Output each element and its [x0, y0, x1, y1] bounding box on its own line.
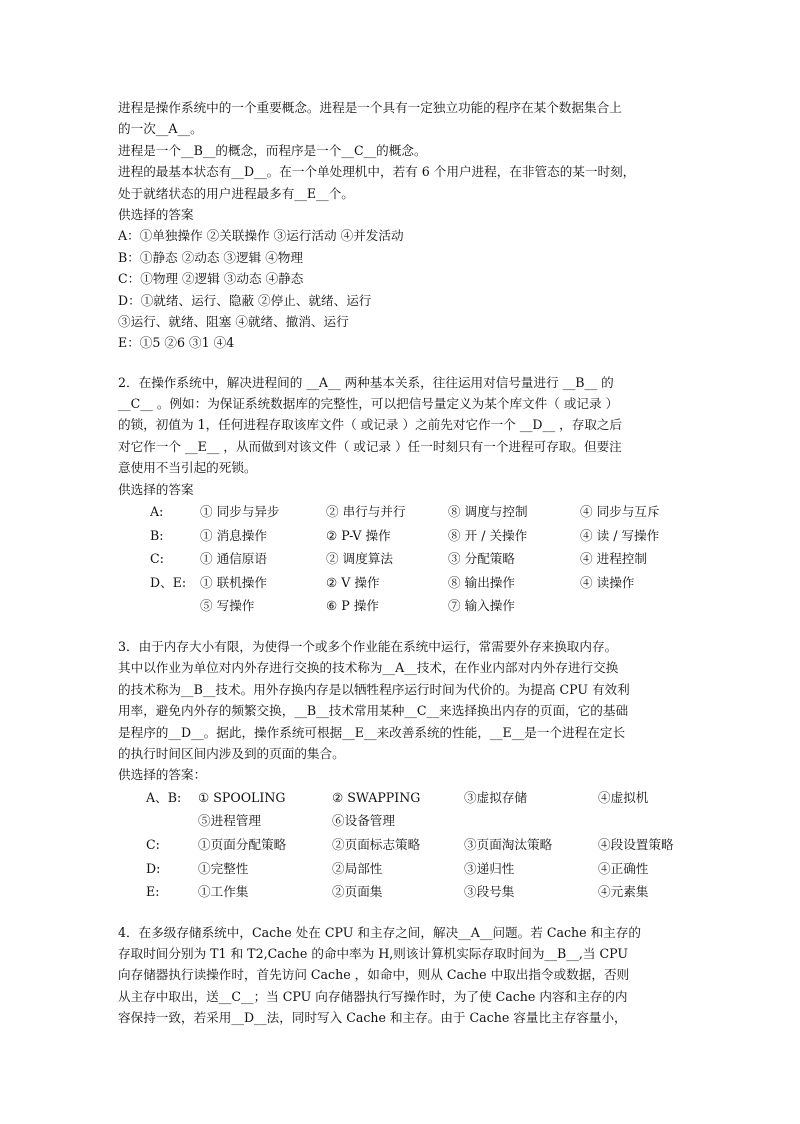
option-label: A、B:: [146, 789, 182, 805]
option-item: ② 调度算法: [326, 551, 393, 567]
option-item: [580, 594, 700, 618]
q1-option-c: C：①物理 ②逻辑 ③动态 ④静态: [118, 271, 304, 287]
q1-option-d-cont: ③运行、就绪、阻塞 ④就绪、撤消、运行: [118, 313, 349, 329]
option-item: ③虚拟存储: [464, 789, 527, 805]
q3-options-grid: [146, 786, 690, 904]
q3-line: 用率，避免内外存的频繁交换，__B__技术常用某种__C__来选择换出内存的页面，它的基础: [118, 703, 629, 719]
option-label: C:: [150, 551, 164, 567]
q1-option-e: E：①5 ②6 ③1 ④4: [118, 335, 235, 351]
q4-line: 存取时间分别为 T1 和 T2,Cache 的命中率为 H,则该计算机实际存取时间为__B__,当 CPU: [118, 946, 628, 962]
q1-line: 处于就绪状态的用户进程最多有__E__个。: [118, 185, 354, 201]
option-label: C:: [146, 836, 160, 852]
q4-line: 容保持一致，若采用__D__法，同时写入 Cache 和主存。由于 Cache 容量比主存容量小，: [118, 1010, 627, 1026]
option-item: ② 串行与并行: [326, 504, 406, 520]
option-item: ①工作集: [198, 884, 249, 900]
q2-line: __C__ 。例如：为保证系统数据库的完整性，可以把信号量定义为某个库文件（ 或记录 ）: [118, 396, 619, 412]
q1-line: 进程是操作系统中的一个重要概念。进程是一个具有一定独立功能的程序在某个数据集合上: [118, 100, 622, 115]
option-item: ④正确性: [598, 860, 649, 876]
option-item: ②页面集: [332, 884, 383, 900]
question-3: [118, 636, 690, 904]
q1-line: 的一次__A__。: [118, 121, 203, 137]
option-item: ④ 读操作: [580, 574, 635, 590]
option-item: ⑧ 输出操作: [448, 574, 515, 590]
q1-option-d: D：①就绪、运行、隐蔽 ②停止、就绪、运行: [118, 292, 372, 308]
option-item: ① 联机操作: [200, 574, 267, 590]
q1-line: 进程的最基本状态有__D__。在一个单处理机中，若有 6 个用户进程，在非管态的某一时刻，: [118, 164, 636, 180]
option-item: ④段设置策略: [598, 836, 674, 852]
option-item: ③段号集: [464, 884, 515, 900]
option-label: [150, 594, 200, 618]
option-item: ① 同步与异步: [200, 504, 280, 520]
q2-line: 2．在操作系统中，解决进程间的 __A__ 两种基本关系，往往运用对信号量进行 __B__ 的: [118, 374, 614, 390]
option-item: ⑥ P 操作: [326, 598, 379, 614]
option-item: ① SPOOLING: [198, 789, 286, 805]
option-label: A:: [150, 504, 164, 520]
q4-line: 向存储器执行读操作时，首先访问 Cache ，如命中，则从 Cache 中取出指令或数据，否则: [118, 967, 630, 983]
option-item: ④元素集: [598, 884, 649, 900]
option-item: ② SWAPPING: [332, 789, 421, 805]
q3-line: 3．由于内存大小有限，为使得一个或多个作业能在系统中运行，常需要外存来换取内存。: [118, 639, 618, 654]
option-item: ① 通信原语: [200, 551, 267, 567]
option-label: D:: [146, 860, 161, 876]
option-item: ③页面淘汰策略: [464, 836, 553, 852]
option-item: ③递归性: [464, 860, 515, 876]
option-item: ④ 同步与互斥: [580, 504, 660, 520]
option-item: ②页面标志策略: [332, 836, 421, 852]
q3-line: 其中以作业为单位对内外存进行交换的技术称为__A__技术，在作业内部对内外存进行交换: [118, 660, 619, 676]
q2-line: 的锁，初值为 1，任何进程存取该库文件（ 或记录 ）之前先对它作一个 __D__ ，存取之后: [118, 417, 623, 433]
option-item: [598, 809, 718, 833]
q4-line: 4．在多级存储系统中，Cache 处在 CPU 和主存之间，解决__A__问题。若 Cache 和主存的: [118, 924, 641, 940]
option-item: ⑥设备管理: [332, 813, 395, 829]
q3-line: 的执行时间区间内涉及到的页面的集合。: [118, 745, 345, 761]
question-2: [118, 372, 690, 618]
option-item: ④ 读 / 写操作: [580, 527, 660, 543]
q2-options-grid: [150, 500, 690, 618]
option-item: [464, 809, 598, 833]
q3-answer-heading: 供选择的答案：: [118, 767, 207, 783]
option-item: ② V 操作: [326, 574, 380, 590]
q3-line: 的技术称为__B__技术。用外存换内存是以牺牲程序运行时间为代价的。为提高 CPU 有效利: [118, 681, 630, 697]
option-item: ③ 分配策略: [448, 551, 515, 567]
option-item: ⑤ 写操作: [200, 598, 255, 614]
q4-line: 从主存中取出，送__C__；当 CPU 向存储器执行写操作时，为了使 Cache 内容和主存的内: [118, 988, 628, 1004]
option-item: ⑧ 开 / 关操作: [448, 527, 528, 543]
question-1: [118, 97, 690, 354]
option-item: ② P-V 操作: [326, 527, 391, 543]
q1-option-a: A：①单独操作 ②关联操作 ③运行活动 ④并发活动: [118, 228, 404, 244]
option-item: ②局部性: [332, 860, 383, 876]
option-label: [146, 809, 198, 833]
q2-line: 对它作一个 __E__ ，从而做到对该文件（ 或记录 ）任一时刻只有一个进程可存取。但要注: [118, 438, 622, 454]
q1-line: 进程是一个__B__的概念，而程序是一个__C__的概念。: [118, 142, 427, 158]
option-item: ①完整性: [198, 860, 249, 876]
option-item: ④虚拟机: [598, 789, 649, 805]
option-item: ⑧ 调度与控制: [448, 504, 528, 520]
option-label: D、E:: [150, 574, 187, 590]
q1-option-b: B：①静态 ②动态 ③逻辑 ④物理: [118, 249, 303, 265]
q2-answer-heading: 供选择的答案: [118, 481, 194, 497]
option-item: ① 消息操作: [200, 527, 267, 543]
document-body: [118, 97, 690, 1029]
option-label: E:: [146, 884, 160, 900]
option-label: B:: [150, 527, 164, 543]
q3-line: 是程序的__D__。据此，操作系统可根据__E__来改善系统的性能，__E__是一个进程在定长: [118, 724, 626, 740]
option-item: ⑦ 输入操作: [448, 598, 515, 614]
question-4: [118, 922, 690, 1029]
option-item: ①页面分配策略: [198, 836, 287, 852]
q2-line: 意使用不当引起的死锁。: [118, 460, 257, 476]
option-item: ⑤进程管理: [198, 813, 261, 829]
option-item: ④ 进程控制: [580, 551, 647, 567]
q1-answer-heading: 供选择的答案: [118, 206, 194, 222]
